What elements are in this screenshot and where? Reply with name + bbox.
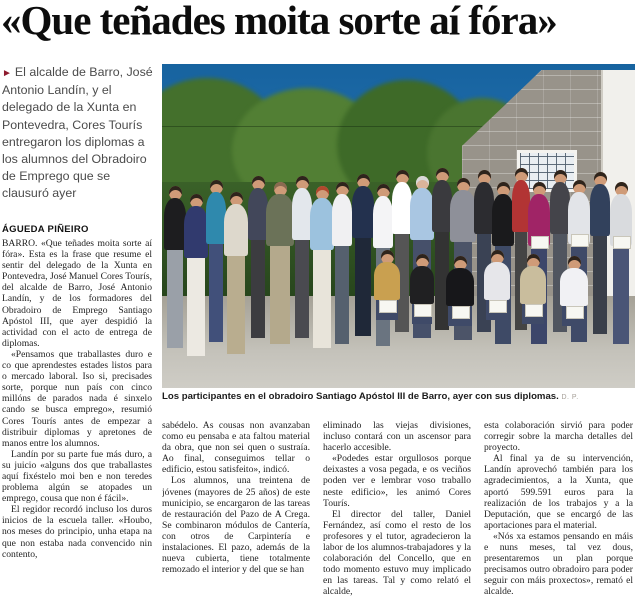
diploma-paper [452, 306, 470, 319]
person-torso [373, 196, 393, 248]
group-of-people [162, 64, 635, 388]
standing-person [266, 182, 294, 344]
body-column-3 [323, 420, 471, 616]
body-paragraph: «Nós xa estamos pensando en máis e nuns meses, tal vez dous, presentaremos un plan porque precisamos outro obradoiro para poder seguir con máis proxectos», remató el alcalde. [484, 530, 633, 598]
person-legs [355, 238, 371, 336]
kneeling-person [410, 254, 434, 324]
person-legs [270, 246, 290, 344]
person-torso [410, 188, 434, 240]
person-torso [432, 180, 452, 232]
standing-person [590, 172, 610, 334]
person-torso [224, 204, 248, 256]
summary-text: El alcalde de Barro, José Antonio Landín, y el delegado de la Xunta en Pontevedra, Cores Tourís entregaron los diplomas a los alumnos del Obradoiro de Emprego que se clausuró ayer [2, 65, 153, 201]
person-legs [251, 240, 265, 338]
headline: «Que teñades moita sorte aí fóra» [1, 0, 557, 43]
body-paragraph: El regidor recordó incluso los duros inicios de la escuela taller. «Houbo, nos meses do principio, unha etapa na que non estaba nada convencido nin contento, [2, 504, 152, 560]
standing-person [164, 186, 186, 348]
person-legs [209, 244, 223, 342]
body-column-2 [162, 420, 310, 616]
person-torso [392, 182, 412, 234]
kneeling-person [446, 256, 474, 326]
standing-person [352, 174, 374, 336]
photo-caption [162, 391, 635, 402]
standing-person [184, 194, 208, 356]
caption-text: Los participantes en el obradoiro Santiago Apóstol III de Barro, ayer con sus diplomas. [162, 391, 559, 402]
bullet-arrow-icon: ► [2, 68, 12, 79]
body-paragraph: Al final ya de su intervención, Landín aprovechó también para los agradecimientos, a la Xunta, que aportó 599.591 euros para la realización de los trabajos y a la Deputación, que se encargó de las aportaciones para el material. [484, 453, 633, 531]
person-torso [332, 194, 352, 246]
person-torso [484, 262, 510, 300]
person-legs [167, 250, 183, 348]
person-torso [410, 266, 434, 304]
body-paragraph: eliminado las viejas divisiones, incluso contará con un ascensor para hacerlo accesible. [323, 420, 471, 454]
body-paragraph: «Pensamos que traballastes duro e co que aprendestes estades listos para o mercado laboral. Iso si, precisades sorte, porque nun país con cinco millóns de parados nada é sinxelo cando se busca emprego», resumió Cores Tourís antes de empezar a distribuir diplomas y apretones de manos entre los alumnos. [2, 348, 152, 449]
kneeling-person [520, 254, 546, 324]
person-torso [590, 184, 610, 236]
person-torso [164, 198, 186, 250]
person-torso [266, 194, 294, 246]
body-paragraph: Los alumnos, una treintena de jóvenes (mayores de 25 años) de este municipio, se encargaron de las tareas de restauración del Pazo de A Crega. Se combinaron módulos de Cantería, con otros de Carpintería e instalaciones. El pazo, además de la nueva cubierta, tiene totalmente remozado el interior y del que se han [162, 475, 310, 576]
person-legs [295, 240, 309, 338]
body-paragraph: «Podedes estar orgullosos porque deixastes a vosa pegada, e os veciños poden ver e lembrar voso traballo neste edificio», les animó Cores Tourís. [323, 453, 471, 509]
diploma-paper [531, 236, 549, 249]
diploma-paper [414, 304, 432, 317]
standing-person [310, 186, 334, 348]
body-paragraph: Landín por su parte fue más duro, a su juicio «alguns dos que traballastes aquí fixéstelo moi ben e non teredes problema algún se atopades un emprego, cousa que non é fácil». [2, 448, 152, 505]
standing-person [332, 182, 352, 344]
body-paragraph: esta colaboración sirvió para poder corregir sobre la marcha detalles del proyecto. [484, 420, 633, 454]
body-column-4 [484, 420, 633, 616]
byline: ÁGUEDA PIÑEIRO [2, 224, 89, 235]
kneeling-person [560, 256, 588, 326]
diploma-paper [525, 304, 543, 317]
person-torso [374, 262, 400, 300]
person-legs [313, 250, 330, 348]
diploma-paper [571, 234, 589, 247]
person-torso [248, 188, 268, 240]
person-torso [352, 186, 374, 238]
diploma-paper [613, 236, 631, 249]
standing-person [224, 192, 248, 354]
diploma-paper [566, 306, 584, 319]
body-column-1 [2, 238, 152, 614]
person-torso [450, 190, 476, 242]
article-photo [162, 64, 635, 388]
body-paragraph: El director del taller, Daniel Fernández, así como el resto de los profesores y el tutor, agradecieron la labor de los alumnos-trabajadores y la colaboración del Concello, que en todo momento estuvo muy implicado en las tareas. Tal y como relató el alcalde, [323, 508, 471, 598]
person-legs [335, 246, 349, 344]
standing-person [206, 180, 226, 342]
person-legs [593, 236, 607, 334]
photo-credit: D. P. [561, 394, 579, 401]
person-legs [613, 246, 629, 344]
person-torso [550, 182, 570, 234]
standing-person [610, 182, 632, 344]
standing-person [292, 176, 312, 338]
person-torso [184, 206, 208, 258]
diploma-paper [379, 300, 397, 313]
person-torso [492, 194, 514, 246]
person-torso [292, 188, 312, 240]
person-legs [227, 256, 244, 354]
standing-person [248, 176, 268, 338]
person-torso [446, 268, 474, 306]
body-paragraph: BARRO. «Que teñades moita sorte aí fóra». Esta es la frase que resume el sentir del delegado de la Xunta en Pontevedra, José Manuel Cores Tourís, del alcalde de Barro, José Antonio Landín, y de los formadores del Obradoiro de Emprego Santiago Apóstol III, que ayer despidió la actividad con el acto de entrega de diplomas. [2, 238, 152, 349]
person-torso [520, 266, 546, 304]
diploma-paper [489, 300, 507, 313]
kneeling-person [374, 250, 400, 320]
article-summary [2, 64, 154, 203]
kneeling-person [484, 250, 510, 320]
person-torso [474, 182, 494, 234]
person-legs [187, 258, 204, 356]
person-torso [206, 192, 226, 244]
person-torso [560, 268, 588, 306]
person-torso [310, 198, 334, 250]
body-paragraph: sabédelo. As cousas non avanzaban como eu pensaba e ata faltou material da obra, que non sei quen o sustraía. Ao final, conseguimos tellar o edificio, estou satisfeito», indicó. [162, 420, 310, 476]
